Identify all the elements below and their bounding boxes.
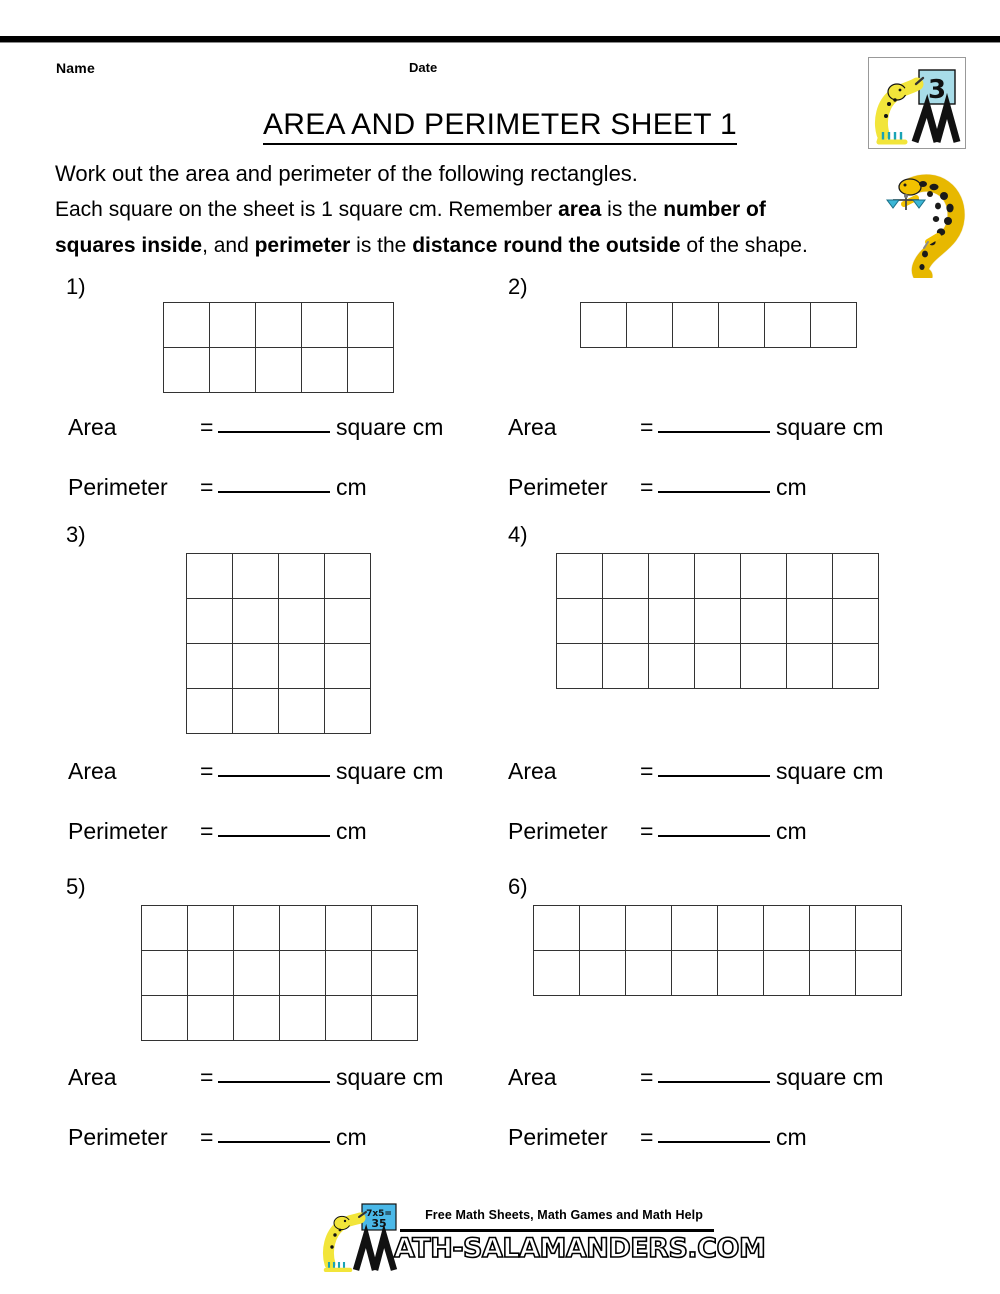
grid-cell: [856, 906, 902, 951]
area-answer-row-6: [508, 1064, 883, 1124]
grid-cell: [833, 554, 879, 599]
date-label: Date: [409, 60, 438, 75]
problem-grid-1: [163, 302, 394, 393]
perimeter-label-6: Perimeter: [508, 1124, 608, 1150]
perimeter-unit-4: cm: [776, 818, 807, 844]
area-equals-2: =: [640, 414, 654, 440]
perimeter-answer-row-5: [68, 1124, 443, 1184]
area-label-1: Area: [68, 414, 117, 440]
grid-cell: [672, 951, 718, 996]
grid-cell: [233, 554, 279, 599]
perimeter-unit-2: cm: [776, 474, 807, 500]
perimeter-label-2: Perimeter: [508, 474, 608, 500]
student-meta-row: [56, 60, 856, 80]
area-equals-4: =: [640, 758, 654, 784]
perimeter-answer-row-1: [68, 474, 443, 534]
grid-cell: [325, 644, 371, 689]
area-answer-row-4: [508, 758, 883, 818]
grid-cell: [279, 689, 325, 734]
grid-cell: [718, 906, 764, 951]
grid-cell: [372, 996, 418, 1041]
grid-cell: [810, 906, 856, 951]
grid-cell: [325, 599, 371, 644]
grid-cell: [187, 644, 233, 689]
area-blank-6[interactable]: [658, 1081, 770, 1083]
perimeter-label-3: Perimeter: [68, 818, 168, 844]
grid-cell: [233, 599, 279, 644]
grid-row: [187, 554, 371, 599]
footer-logo-block[interactable]: [322, 1198, 766, 1274]
grid-cell: [856, 951, 902, 996]
grid-cell: [372, 906, 418, 951]
perimeter-answer-row-3: [68, 818, 443, 878]
grid-cell: [279, 554, 325, 599]
grid-cell: [695, 554, 741, 599]
grid-cell: [210, 348, 256, 393]
grid-cell: [233, 689, 279, 734]
grid-cell: [142, 906, 188, 951]
grid-cell: [627, 303, 673, 348]
grid-cell: [764, 951, 810, 996]
grade-number: 3: [927, 75, 947, 105]
problem-number-1: 1): [66, 274, 86, 299]
page-title-text: AREA AND PERIMETER SHEET 1: [263, 108, 737, 145]
area-label-2: Area: [508, 414, 557, 440]
instr3-seg-4: distance round the outside: [412, 234, 681, 257]
grid-row: [581, 303, 857, 348]
grid-cell: [280, 951, 326, 996]
grid-row: [164, 303, 394, 348]
area-unit-3: square cm: [336, 758, 444, 784]
grid-cell: [603, 554, 649, 599]
grid-row: [534, 951, 902, 996]
instruction-line-2: [55, 192, 885, 228]
grid-row: [187, 644, 371, 689]
area-blank-3[interactable]: [218, 775, 330, 777]
area-unit-1: square cm: [336, 414, 444, 440]
name-label: Name: [56, 60, 95, 76]
grid-cell: [233, 644, 279, 689]
instr2-seg-2: is the: [601, 198, 664, 221]
instr2-seg-1: area: [558, 198, 602, 221]
area-equals-1: =: [200, 414, 214, 440]
grid-cell: [256, 303, 302, 348]
area-label-3: Area: [68, 758, 117, 784]
grid-cell: [672, 906, 718, 951]
area-blank-1[interactable]: [218, 431, 330, 433]
instr3-seg-3: is the: [350, 234, 413, 257]
mascot: [878, 172, 978, 278]
grid-cell: [234, 996, 280, 1041]
grid-cell: [787, 554, 833, 599]
problem-number-3: 3): [66, 522, 86, 547]
perimeter-equals-1: =: [200, 474, 214, 500]
perimeter-equals-5: =: [200, 1124, 214, 1150]
perimeter-blank-3[interactable]: [218, 835, 330, 837]
grid-row: [557, 644, 879, 689]
grid-cell: [764, 906, 810, 951]
perimeter-unit-3: cm: [336, 818, 367, 844]
grid-cell: [603, 599, 649, 644]
grid-cell: [326, 951, 372, 996]
top-divider-rule: [0, 36, 1000, 43]
grid-cell: [787, 599, 833, 644]
perimeter-unit-1: cm: [336, 474, 367, 500]
problem-answers-2: [508, 414, 883, 534]
grid-cell: [210, 303, 256, 348]
grid-cell: [188, 906, 234, 951]
page-title: [0, 108, 1000, 142]
area-blank-4[interactable]: [658, 775, 770, 777]
instr3-seg-5: of the shape.: [680, 234, 808, 257]
grid-row: [142, 951, 418, 996]
grid-cell: [372, 951, 418, 996]
salamander-with-scales-icon: [878, 172, 978, 278]
area-unit-5: square cm: [336, 1064, 444, 1090]
grid-cell: [833, 599, 879, 644]
grid-cell: [695, 599, 741, 644]
instructions-block: [55, 156, 885, 264]
area-label-5: Area: [68, 1064, 117, 1090]
grid-cell: [626, 906, 672, 951]
instruction-line-3: [55, 228, 885, 264]
footer-wordmark[interactable]: ATH-SALAMANDERS.COM: [394, 1233, 766, 1264]
grid-cell: [765, 303, 811, 348]
perimeter-blank-5[interactable]: [218, 1141, 330, 1143]
grid-cell: [719, 303, 765, 348]
grid-cell: [188, 951, 234, 996]
problem-grid-6: [533, 905, 902, 996]
grid-row: [534, 906, 902, 951]
problem-number-4: 4): [508, 522, 528, 547]
footer-board-line-1: 7x5=: [366, 1209, 392, 1219]
grid-cell: [649, 644, 695, 689]
footer-tagline: Free Math Sheets, Math Games and Math Help: [425, 1208, 703, 1222]
grid-cell: [302, 348, 348, 393]
instruction-line-1: Work out the area and perimeter of the following rectangles.: [55, 161, 638, 186]
grid-cell: [188, 996, 234, 1041]
perimeter-label-1: Perimeter: [68, 474, 168, 500]
grid-cell: [164, 348, 210, 393]
grid-cell: [534, 951, 580, 996]
problem-answers-4: [508, 758, 883, 878]
grid-cell: [603, 644, 649, 689]
area-answer-row-1: [68, 414, 443, 474]
grid-cell: [787, 644, 833, 689]
grid-cell: [142, 951, 188, 996]
grid-cell: [280, 906, 326, 951]
grid-cell: [326, 996, 372, 1041]
area-label-6: Area: [508, 1064, 557, 1090]
instr3-seg-0: squares inside: [55, 234, 203, 257]
grid-cell: [187, 689, 233, 734]
grid-cell: [256, 348, 302, 393]
perimeter-equals-2: =: [640, 474, 654, 500]
grid-cell: [718, 951, 764, 996]
grid-cell: [142, 996, 188, 1041]
grid-row: [187, 689, 371, 734]
area-equals-5: =: [200, 1064, 214, 1090]
grid-cell: [187, 599, 233, 644]
grid-cell: [741, 644, 787, 689]
problem-answers-5: [68, 1064, 443, 1184]
perimeter-label-4: Perimeter: [508, 818, 608, 844]
perimeter-equals-4: =: [640, 818, 654, 844]
grid-row: [142, 906, 418, 951]
problem-grid-2: [580, 302, 857, 348]
grid-cell: [673, 303, 719, 348]
perimeter-answer-row-2: [508, 474, 883, 534]
grid-cell: [280, 996, 326, 1041]
grid-row: [557, 599, 879, 644]
area-answer-row-5: [68, 1064, 443, 1124]
grid-cell: [348, 303, 394, 348]
instr3-seg-1: , and: [202, 234, 255, 257]
grid-cell: [325, 689, 371, 734]
problem-grid-3: [186, 553, 371, 734]
perimeter-unit-5: cm: [336, 1124, 367, 1150]
problem-answers-6: [508, 1064, 883, 1184]
grid-cell: [348, 348, 394, 393]
area-unit-2: square cm: [776, 414, 884, 440]
grid-cell: [649, 599, 695, 644]
area-unit-4: square cm: [776, 758, 884, 784]
grid-cell: [187, 554, 233, 599]
grid-row: [187, 599, 371, 644]
grid-cell: [810, 951, 856, 996]
footer: [0, 1198, 1000, 1278]
area-answer-row-2: [508, 414, 883, 474]
grid-cell: [302, 303, 348, 348]
problem-number-2: 2): [508, 274, 528, 299]
area-label-4: Area: [508, 758, 557, 784]
problem-number-5: 5): [66, 874, 86, 899]
grid-cell: [557, 554, 603, 599]
perimeter-label-5: Perimeter: [68, 1124, 168, 1150]
perimeter-blank-6[interactable]: [658, 1141, 770, 1143]
grid-cell: [279, 644, 325, 689]
area-blank-5[interactable]: [218, 1081, 330, 1083]
grid-cell: [164, 303, 210, 348]
grid-cell: [811, 303, 857, 348]
instr2-seg-3: number of: [663, 198, 766, 221]
grid-cell: [741, 554, 787, 599]
perimeter-blank-1[interactable]: [218, 491, 330, 493]
perimeter-equals-3: =: [200, 818, 214, 844]
grid-cell: [695, 644, 741, 689]
grid-cell: [234, 906, 280, 951]
perimeter-equals-6: =: [640, 1124, 654, 1150]
grid-cell: [234, 951, 280, 996]
problem-answers-1: [68, 414, 443, 534]
perimeter-blank-4[interactable]: [658, 835, 770, 837]
problem-answers-3: [68, 758, 443, 878]
grid-cell: [741, 599, 787, 644]
problem-grid-4: [556, 553, 879, 689]
grid-cell: [649, 554, 695, 599]
problem-grid-5: [141, 905, 418, 1041]
grid-row: [164, 348, 394, 393]
perimeter-unit-6: cm: [776, 1124, 807, 1150]
perimeter-blank-2[interactable]: [658, 491, 770, 493]
area-unit-6: square cm: [776, 1064, 884, 1090]
area-equals-3: =: [200, 758, 214, 784]
area-equals-6: =: [640, 1064, 654, 1090]
grid-row: [557, 554, 879, 599]
grid-cell: [626, 951, 672, 996]
grid-cell: [534, 906, 580, 951]
problem-number-6: 6): [508, 874, 528, 899]
grid-cell: [326, 906, 372, 951]
area-answer-row-3: [68, 758, 443, 818]
grid-cell: [557, 644, 603, 689]
grid-row: [142, 996, 418, 1041]
grid-cell: [581, 303, 627, 348]
grid-cell: [325, 554, 371, 599]
instr2-seg-0: Each square on the sheet is 1 square cm. Remember: [55, 198, 559, 221]
grid-cell: [580, 906, 626, 951]
perimeter-answer-row-4: [508, 818, 883, 878]
instr3-seg-2: perimeter: [254, 234, 351, 257]
grid-cell: [580, 951, 626, 996]
perimeter-answer-row-6: [508, 1124, 883, 1184]
grid-cell: [833, 644, 879, 689]
footer-board-line-2: 35: [371, 1217, 387, 1230]
grid-cell: [279, 599, 325, 644]
area-blank-2[interactable]: [658, 431, 770, 433]
grid-cell: [557, 599, 603, 644]
